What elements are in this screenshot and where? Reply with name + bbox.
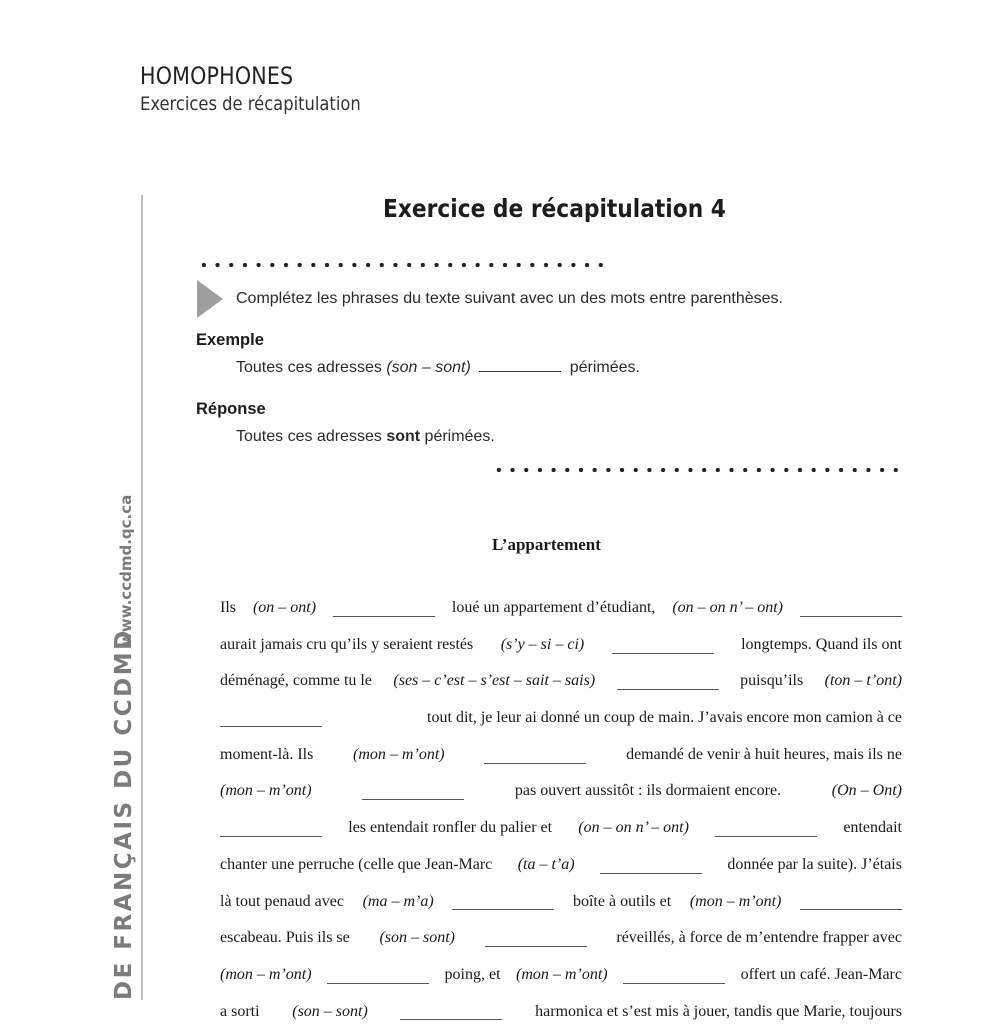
story-line [220,700,902,737]
word-choice: (mon – m’ont) [689,892,782,910]
story-text-segment: puisqu’ils [740,672,804,690]
instruction-text: Complétez les phrases du texte suivant avec un des mots entre parenthèses. [236,290,783,307]
header-title: HOMOPHONES [140,62,294,90]
example-label: Exemple [196,331,264,349]
story-text-segment: chanter une perruche (celle que Jean-Marc [220,855,493,873]
answer-blank[interactable] [452,899,554,910]
word-choice: (ton – t’ont) [824,672,902,690]
story-line [220,627,902,664]
example-before: Toutes ces adresses [236,359,382,376]
word-choice: (on – on n’ – ont) [578,819,689,837]
example-after: périmées. [569,359,640,376]
word-choice: (mon – m’ont) [220,782,312,800]
story-text-segment: boîte à outils et [572,892,672,910]
story-text-segment: entendait [843,819,902,837]
word-choice: (on – ont) [252,599,317,616]
story-text-segment: pas ouvert aussitôt : ils dormaient encore. [514,782,782,800]
story-text-segment: Ils [220,599,236,616]
story-text-segment: tout dit, je leur ai donné un coup de main. J’avais encore mon camion à ce [427,709,902,727]
story-line [220,810,902,847]
answer-blank[interactable] [600,863,702,874]
story-text-segment: là tout penaud avec [220,892,344,910]
story-line [220,884,902,921]
sidebar-org: DE FRANÇAIS DU CCDMD [111,628,137,1000]
answer-sentence [236,428,495,446]
answer-blank[interactable] [612,643,714,654]
story-line [220,994,902,1030]
dotted-divider-bottom [492,467,904,473]
example-choice: (son – sont) [386,359,471,376]
answer-blank[interactable] [327,973,429,984]
example-blank [479,359,561,372]
story-title: L’appartement [492,535,601,554]
answer-before: Toutes ces adresses [236,428,382,445]
answer-after: périmées. [424,428,495,445]
story-text-segment: longtemps. Quand ils ont [741,635,902,653]
answer-blank[interactable] [715,826,817,837]
sidebar-url: www.ccdmd.qc.ca [117,494,135,646]
story-text-segment: loué un appartement d’étudiant, [451,599,656,616]
word-choice: (On – Ont) [831,782,902,800]
answer-word: sont [386,428,421,445]
answer-blank[interactable] [220,716,322,727]
word-choice: (on – on n’ – ont) [672,599,783,616]
story-text-segment: les entendait ronfler du palier et [348,819,553,837]
answer-blank[interactable] [400,1009,502,1020]
story-text-segment: donnée par la suite). J’étais [727,855,902,873]
word-choice: (ses – c’est – s’est – sait – sais) [393,672,596,690]
answer-blank[interactable] [362,789,464,800]
arrow-icon [197,280,223,318]
exercise-title: Exercice de récapitulation 4 [383,194,726,223]
story-text-segment: réveillés, à force de m’entendre frapper avec [616,929,902,947]
word-choice: (ma – m’a) [362,892,434,910]
story-line [220,847,902,884]
story-text-segment: demandé de venir à huit heures, mais ils ne [626,745,902,763]
answer-blank[interactable] [800,606,902,617]
story-text-segment: offert un café. Jean-Marc [740,965,902,983]
story-text-segment: déménagé, comme tu le [220,672,372,690]
story-line [220,773,902,810]
story-text-segment: escabeau. Puis ils se [220,929,350,947]
example-sentence [236,359,640,377]
answer-blank[interactable] [617,679,719,690]
story-line [220,920,902,957]
story-text-segment: harmonica et s’est mis à jouer, tandis que Marie, toujours [535,1002,902,1020]
answer-blank[interactable] [333,606,435,617]
story-line [220,737,902,774]
answer-label: Réponse [196,400,266,418]
story-text [220,590,902,1030]
answer-blank[interactable] [484,753,586,764]
story-text-segment: poing, et [444,965,501,983]
word-choice: (mon – m’ont) [516,965,608,983]
word-choice: (s’y – si – ci) [500,635,585,653]
sidebar-vertical-text [109,480,145,1000]
word-choice: (ta – t’a) [517,855,575,873]
word-choice: (mon – m’ont) [353,745,445,763]
story-text-segment: moment-là. Ils [220,745,314,763]
answer-blank[interactable] [220,826,322,837]
word-choice: (mon – m’ont) [220,965,312,983]
dotted-divider-top [197,262,609,268]
answer-blank[interactable] [485,936,587,947]
answer-blank[interactable] [800,899,902,910]
word-choice: (son – sont) [379,929,455,947]
header-subtitle: Exercices de récapitulation [140,93,361,115]
story-line [220,957,902,994]
answer-blank[interactable] [623,973,725,984]
word-choice: (son – sont) [292,1002,368,1020]
story-text-segment: a sorti [220,1002,260,1020]
story-line [220,590,902,627]
story-text-segment: aurait jamais cru qu’ils y seraient restés [220,635,474,653]
story-line [220,663,902,700]
